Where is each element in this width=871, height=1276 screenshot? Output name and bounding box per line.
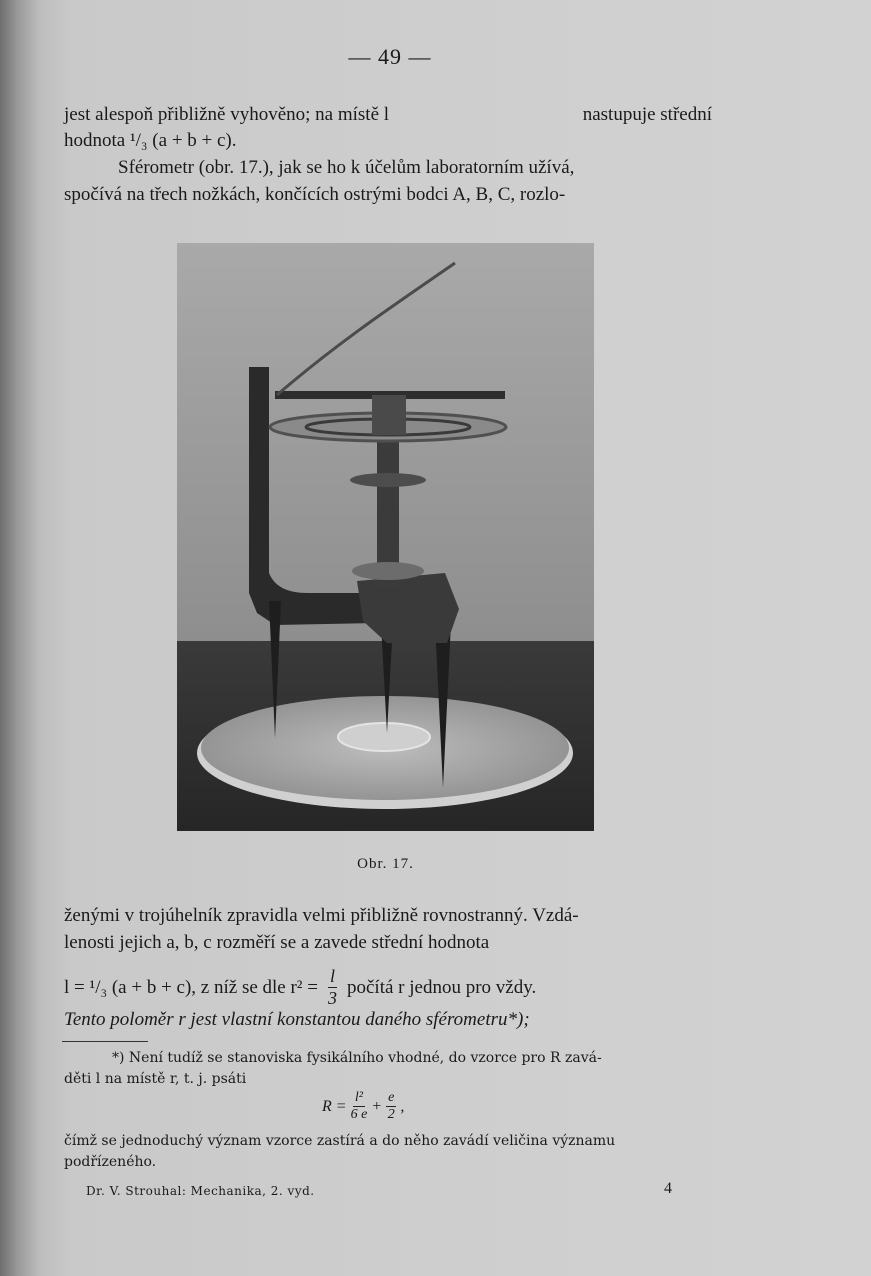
text-line-6	[64, 932, 712, 954]
text-line-2-left: hodnota ¹/₃ (a + b + c).	[64, 130, 237, 151]
footnote-line-3: čímž se jednoduchý význam vzorce zastírá a do něho zavádí veličina významu	[64, 1133, 616, 1149]
text-line-3-left: Sférometr (obr. 17.), jak se ho k účelům laboratorním užívá,	[118, 157, 575, 178]
footnote-line-1: *) Není tudíž se stanoviska fysikálního vhodné, do vzorce pro R zavá-	[112, 1050, 602, 1066]
text-line-6-text: lenosti jejich a, b, c rozměří se a zavede střední hodnota	[64, 932, 490, 953]
text-line-8	[64, 1009, 712, 1031]
text-line-1	[64, 104, 712, 126]
inline-fraction	[328, 966, 337, 1009]
inline-fraction-den: 3	[327, 988, 337, 1008]
formula-frac-1-den: 6 e	[350, 1107, 368, 1122]
spherometer-photo	[177, 243, 594, 831]
figure-caption: Obr. 17.	[357, 856, 414, 872]
footnote-formula	[322, 1090, 404, 1123]
text-line-5-text: ženými v trojúhelník zpravidla velmi přibližně rovnostranný. Vzdá-	[64, 905, 579, 926]
text-line-2	[64, 130, 712, 152]
formula-frac-2-den: 2	[387, 1107, 395, 1122]
footer-signature: 4	[664, 1180, 672, 1197]
formula-frac-2-num: e	[388, 1090, 395, 1105]
text-line-7	[64, 966, 712, 1009]
formula-plus: +	[371, 1097, 383, 1115]
text-line-4	[64, 184, 712, 206]
text-line-4-left: spočívá na třech nožkách, končících ostrými bodci A, B, C, rozlo-	[64, 184, 566, 205]
footer-citation: Dr. V. Strouhal: Mechanika, 2. vyd.	[86, 1184, 315, 1198]
footnote-rule	[62, 1041, 148, 1042]
inline-fraction-num: l	[329, 966, 335, 986]
text-line-5	[64, 905, 712, 927]
text-line-1-left: jest alespoň přibližně vyhověno; na místě l	[64, 104, 390, 125]
formula-frac-1	[351, 1090, 368, 1123]
page-number: — 49 —	[348, 44, 432, 69]
text-line-3	[118, 157, 712, 179]
footnote-line-4: podřízeného.	[64, 1154, 157, 1170]
text-line-1-right: nastupuje střední	[582, 104, 712, 125]
formula-frac-1-num: l²	[354, 1090, 363, 1105]
text-line-8-text: Tento poloměr r jest vlastní konstantou daného sférometru*);	[64, 1009, 530, 1030]
text-line-7-end: počítá r jednou pro vždy.	[346, 976, 537, 998]
formula-lhs: R =	[322, 1097, 347, 1115]
formula-end: ,	[400, 1097, 405, 1115]
text-line-7-text: l = ¹/₃ (a + b + c), z níž se dle r² =	[64, 976, 318, 998]
formula-frac-2	[386, 1090, 396, 1123]
footnote-line-2: děti l na místě r, t. j. psáti	[64, 1071, 247, 1087]
